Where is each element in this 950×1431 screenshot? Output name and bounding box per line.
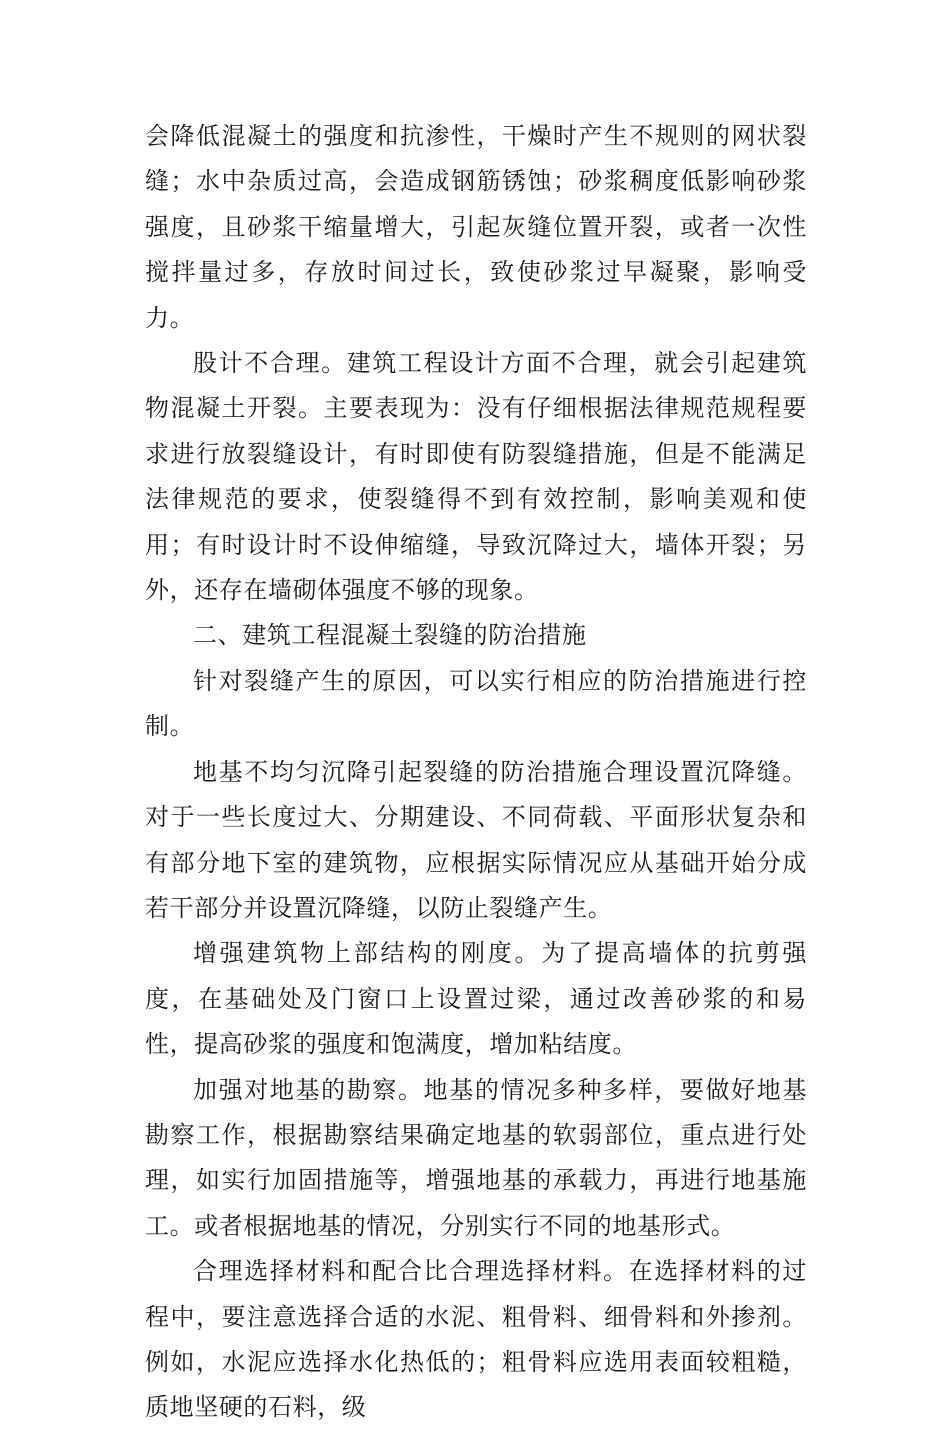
paragraph-settlement-joints: 地基不均匀沉降引起裂缝的防治措施合理设置沉降缝。对于一些长度过大、分期建设、不同荷载、平面形状复杂和有部分地下室的建筑物，应根据实际情况应从基础开始分成若干部分并设置沉降缝，以防止裂缝产生。 — [145, 757, 807, 922]
section-heading: 二、建筑工程混凝土裂缝的防治措施 — [193, 621, 587, 650]
document-body — [145, 114, 807, 1431]
paragraph-material-selection: 合理选择材料和配合比合理选择材料。在选择材料的过程中，要注意选择合适的水泥、粗骨料、细骨料和外掺剂。例如，水泥应选择水化热低的；粗骨料应选用表面较粗糙，质地坚硬的石料，级 — [145, 1257, 807, 1422]
paragraph-intro: 针对裂缝产生的原因，可以实行相应的防治措施进行控制。 — [145, 666, 807, 741]
paragraph-structure-stiffness: 增强建筑物上部结构的刚度。为了提高墙体的抗剪强度，在基础处及门窗口上设置过梁，通过改善砂浆的和易性，提高砂浆的强度和饱满度，增加粘结度。 — [145, 939, 807, 1059]
paragraph-continuation: 会降低混凝土的强度和抗渗性，干燥时产生不规则的网状裂缝；水中杂质过高，会造成钢筋锈蚀；砂浆稠度低影响砂浆强度，且砂浆干缩量增大，引起灰缝位置开裂，或者一次性搅拌量过多，存放时间过长，致使砂浆过早凝聚，影响受力。 — [145, 122, 807, 332]
paragraph-foundation-survey: 加强对地基的勘察。地基的情况多种多样，要做好地基勘察工作，根据勘察结果确定地基的软弱部位，重点进行处理，如实行加固措施等，增强地基的承载力，再进行地基施工。或者根据地基的情况，分别实行不同的地基形式。 — [145, 1075, 807, 1240]
paragraph-design-issues: 股计不合理。建筑工程设计方面不合理，就会引起建筑物混凝土开裂。主要表现为：没有仔细根据法律规范规程要求进行放裂缝设计，有时即使有防裂缝措施，但是不能满足法律规范的要求，使裂缝得不到有效控制，影响美观和使用；有时设计时不设伸缩缝，导致沉降过大，墙体开裂；另外，还存在墙砌体强度不够的现象。 — [145, 349, 807, 605]
